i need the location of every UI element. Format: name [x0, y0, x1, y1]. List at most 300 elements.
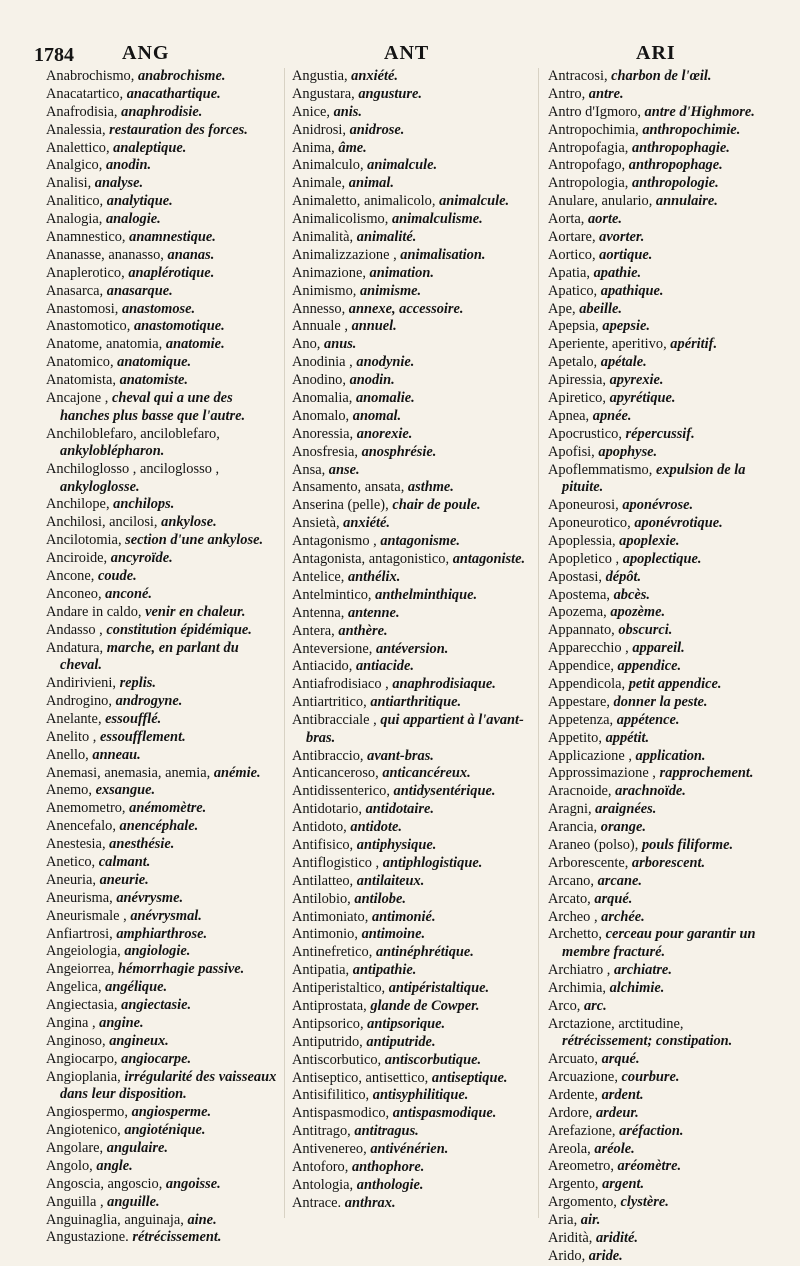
french-translation: aride. — [588, 1247, 623, 1264]
french-translation: antipathie. — [352, 962, 417, 979]
french-translation: angiocarpe. — [121, 1050, 192, 1067]
french-translation: ankyloblépharon. — [60, 443, 165, 460]
french-translation: apozème. — [610, 604, 666, 621]
headword: Aponeurosi, — [548, 497, 619, 514]
headword: Anabrochismo, — [46, 68, 135, 84]
headword: Applicazione , — [548, 747, 632, 764]
headword: Appendicola, — [548, 675, 626, 692]
headword: Antiperistaltico, — [292, 980, 386, 997]
french-translation: anxiété. — [351, 68, 398, 84]
french-translation: section d'une ankylose. — [125, 532, 264, 549]
headword: Areola, — [548, 1140, 591, 1157]
headword: Antiscorbutico, — [292, 1051, 382, 1068]
dictionary-entry — [46, 265, 280, 283]
french-translation: appareil. — [632, 640, 685, 657]
dictionary-entry — [292, 479, 532, 497]
headword: Animazione, — [292, 264, 366, 281]
dictionary-entry — [292, 390, 532, 408]
dictionary-entry — [548, 533, 774, 551]
french-translation: animalcule. — [367, 157, 438, 174]
headword: Aorta, — [548, 211, 585, 228]
headword: Antera, — [292, 622, 335, 639]
headword: Annesso, — [292, 300, 346, 317]
french-translation: annulaire. — [655, 193, 718, 210]
french-translation: anencéphale. — [119, 818, 199, 835]
dictionary-entry — [46, 1033, 280, 1051]
headword: Animalità, — [292, 229, 354, 246]
dictionary-entry — [46, 104, 280, 122]
french-translation: anatomique. — [117, 354, 192, 371]
headword: Antispasmodico, — [292, 1105, 390, 1122]
french-translation: anthropophage. — [628, 157, 723, 174]
french-translation: antiscorbutique. — [384, 1051, 482, 1068]
french-translation: araignées. — [595, 801, 657, 818]
french-translation: animal. — [348, 175, 394, 192]
french-translation: âme. — [338, 139, 367, 156]
dictionary-entry — [548, 622, 774, 640]
french-translation: angiologie. — [124, 943, 191, 960]
french-translation: anévrysme. — [116, 889, 184, 906]
french-translation: antitragus. — [354, 1123, 419, 1140]
dictionary-entry — [548, 765, 774, 783]
headword: Antagonista, antagonistico, — [292, 551, 450, 568]
dictionary-entry — [548, 1051, 774, 1069]
headword: Antisifilitico, — [292, 1087, 370, 1104]
headword: Anchiloblefaro, ancilоblefaro, — [46, 425, 220, 442]
french-translation: calmant. — [98, 854, 151, 870]
dictionary-entry — [46, 1069, 280, 1104]
french-translation: anastomose. — [121, 300, 196, 317]
dictionary-entry — [548, 1194, 774, 1212]
french-translation: antipsorique. — [367, 1015, 446, 1032]
french-translation: anthophore. — [351, 1159, 425, 1176]
french-translation: anthélix. — [347, 568, 401, 585]
dictionary-entry — [548, 873, 774, 891]
headword: Aneurismale , — [46, 907, 127, 924]
page-number: 1784 — [34, 44, 74, 66]
headword: Antro, — [548, 85, 586, 102]
headword: Argomento, — [548, 1194, 617, 1211]
french-translation: cerceau pour garantir un membre fracturé. — [562, 926, 756, 961]
french-translation: coude. — [97, 568, 137, 585]
headword: Apetalo, — [548, 354, 598, 371]
dictionary-entry — [548, 730, 774, 748]
headword: Apoflemmatismo, — [548, 461, 653, 478]
headword: Animalculo, — [292, 157, 364, 174]
french-translation: antagoniste. — [452, 551, 526, 568]
dictionary-entry — [548, 837, 774, 855]
page-header — [0, 40, 800, 68]
french-translation: antipéristaltique. — [388, 980, 490, 997]
dictionary-entry — [292, 658, 532, 676]
french-translation: apoplexie. — [619, 532, 680, 549]
headword: Archimia, — [548, 979, 606, 996]
dictionary-entry — [46, 586, 280, 604]
headword: Antipatia, — [292, 962, 350, 979]
french-translation: hémorrhagie passive. — [117, 961, 245, 978]
french-translation: abeille. — [579, 300, 622, 317]
french-translation: constitution épidémique. — [106, 621, 252, 638]
headword: Apiretico, — [548, 390, 606, 407]
dictionary-entry — [548, 998, 774, 1016]
dictionary-entry — [548, 301, 774, 319]
headword: Ancone, — [46, 568, 95, 585]
dictionary-entry — [46, 908, 280, 926]
running-head-center: ANT — [384, 42, 430, 64]
dictionary-entry — [548, 819, 774, 837]
dictionary-entry — [548, 1158, 774, 1176]
headword: Ansamento, ansata, — [292, 479, 405, 496]
french-translation: angiosperme. — [131, 1104, 212, 1121]
dictionary-entry — [46, 372, 280, 390]
dictionary-entry — [292, 372, 532, 390]
dictionary-entry — [292, 605, 532, 623]
dictionary-entry — [46, 157, 280, 175]
french-translation: antiphysique. — [356, 837, 437, 853]
french-translation: donner la peste. — [613, 693, 708, 710]
headword: Animismo, — [292, 282, 357, 299]
headword: Anima, — [292, 139, 335, 156]
headword: Andirivieni, — [46, 675, 116, 692]
french-translation: anus. — [324, 336, 357, 353]
dictionary-entry — [46, 461, 280, 496]
headword: Ansietà, — [292, 515, 340, 532]
french-translation: clystère. — [620, 1194, 669, 1211]
headword: Angolo, — [46, 1157, 93, 1174]
dictionary-entry — [292, 712, 532, 747]
french-translation: anxiété. — [343, 515, 390, 532]
dictionary-entry — [46, 1158, 280, 1176]
headword: Antibracciale , — [292, 712, 377, 729]
french-translation: anthelminthique. — [375, 586, 478, 603]
dictionary-entry — [292, 891, 532, 909]
headword: Anguilla , — [46, 1193, 104, 1210]
headword: Araneo (polso), — [548, 837, 639, 853]
dictionary-entry — [292, 909, 532, 927]
dictionary-entry — [46, 211, 280, 229]
dictionary-entry — [548, 783, 774, 801]
headword: Andatura, — [46, 639, 104, 656]
french-translation: apnée. — [592, 407, 632, 424]
french-translation: courbure. — [621, 1068, 680, 1085]
french-translation: antéversion. — [375, 640, 449, 657]
dictionary-entry — [548, 283, 774, 301]
dictionary-entry — [46, 1104, 280, 1122]
french-translation: aneurie. — [99, 871, 149, 888]
dictionary-entry — [292, 193, 532, 211]
dictionary-entry — [548, 962, 774, 980]
french-translation: asthme. — [407, 479, 454, 496]
dictionary-entry — [292, 765, 532, 783]
dictionary-entry — [548, 748, 774, 766]
headword: Anemo, — [46, 782, 92, 799]
headword: Anciroide, — [46, 550, 108, 567]
french-translation: anévrysmal. — [130, 907, 202, 924]
dictionary-entry — [548, 1230, 774, 1248]
dictionary-entry — [292, 1177, 532, 1195]
headword: Anomalia, — [292, 390, 353, 407]
dictionary-entry — [46, 283, 280, 301]
headword: Analogia, — [46, 211, 103, 228]
dictionary-entry — [548, 265, 774, 283]
french-translation: anthère. — [338, 622, 388, 639]
french-translation: anticancéreux. — [382, 765, 471, 782]
headword: Apatico, — [548, 282, 598, 299]
headword: Approssimazione , — [548, 765, 656, 782]
headword: Antiseptico, antisettico, — [292, 1069, 429, 1086]
dictionary-entry — [292, 140, 532, 158]
dictionary-entry — [548, 694, 774, 712]
french-translation: appétit. — [605, 729, 650, 746]
dictionary-entry — [548, 175, 774, 193]
dictionary-entry — [46, 532, 280, 550]
french-translation: antidotaire. — [365, 801, 434, 818]
headword: Arido, — [548, 1247, 586, 1264]
french-translation: anodynie. — [356, 354, 415, 371]
french-translation: animalculisme. — [391, 211, 483, 228]
headword: Angustara, — [292, 85, 355, 102]
headword: Analgico, — [46, 157, 103, 174]
dictionary-entry — [548, 1087, 774, 1105]
headword: Anconeo, — [46, 585, 102, 602]
french-translation: exsangue. — [95, 782, 156, 799]
french-translation: arqué. — [601, 1051, 640, 1068]
dictionary-entry — [46, 747, 280, 765]
headword: Antivenereo, — [292, 1141, 367, 1158]
dictionary-entry — [548, 497, 774, 515]
french-translation: animation. — [369, 264, 434, 281]
french-translation: anchilops. — [113, 496, 175, 513]
dictionary-entry — [292, 1141, 532, 1159]
dictionary-entry — [548, 569, 774, 587]
dictionary-entry — [548, 676, 774, 694]
french-translation: expulsion de la pituite. — [562, 461, 746, 496]
dictionary-entry — [46, 1015, 280, 1033]
french-translation: archiatre. — [613, 961, 672, 978]
headword: Aponeurotico, — [548, 514, 631, 531]
headword: Anatomico, — [46, 354, 114, 371]
french-translation: antinéphrétique. — [375, 944, 474, 961]
dictionary-entry — [292, 1070, 532, 1088]
french-translation: angine. — [99, 1015, 144, 1032]
dictionary-entry — [548, 211, 774, 229]
french-translation: apophyse. — [598, 443, 658, 460]
dictionary-entry — [46, 426, 280, 461]
french-translation: angoisse. — [165, 1175, 221, 1192]
headword: Anchilope, — [46, 496, 110, 513]
dictionary-entry — [46, 604, 280, 622]
dictionary-entry — [46, 86, 280, 104]
dictionary-entry — [292, 533, 532, 551]
french-translation: angélique. — [105, 979, 168, 996]
headword: Anginoso, — [46, 1032, 106, 1049]
headword: Angoscia, angoscio, — [46, 1175, 163, 1192]
french-translation: arqué. — [594, 890, 633, 907]
french-translation: répercussif. — [625, 425, 695, 442]
french-translation: anastomotique. — [133, 318, 225, 335]
headword: Apoplessia, — [548, 532, 616, 549]
french-translation: animalisation. — [400, 246, 486, 263]
french-translation: anatomiste. — [119, 372, 188, 389]
french-translation: angusture. — [358, 85, 422, 102]
dictionary-entry — [292, 694, 532, 712]
headword: Ancilotomia, — [46, 532, 122, 549]
headword: Anticanceroso, — [292, 765, 379, 782]
dictionary-entry — [548, 247, 774, 265]
dictionary-entry — [292, 801, 532, 819]
french-translation: anaphrodisie. — [121, 103, 203, 120]
headword: Antilobio, — [292, 890, 351, 907]
french-translation: petit appendice. — [628, 675, 722, 692]
headword: Appestare, — [548, 693, 610, 710]
headword: Anamnestico, — [46, 229, 126, 246]
headword: Anelante, — [46, 710, 102, 727]
headword: Anodino, — [292, 372, 346, 389]
headword: Ananasse, ananasso, — [46, 246, 164, 263]
french-translation: antre. — [588, 85, 624, 102]
french-translation: angineux. — [109, 1032, 169, 1049]
dictionary-entry — [548, 1016, 774, 1051]
dictionary-entry — [46, 229, 280, 247]
french-translation: anodin. — [105, 157, 152, 174]
french-translation: antispasmodique. — [392, 1105, 497, 1122]
french-translation: arachnoïde. — [615, 783, 686, 800]
french-translation: pouls filiforme. — [641, 837, 734, 853]
dictionary-entry — [46, 854, 280, 872]
dictionary-entry — [548, 855, 774, 873]
headword: Antiprostata, — [292, 998, 367, 1015]
dictionary-entry — [46, 247, 280, 265]
headword: Analitico, — [46, 193, 104, 210]
dictionary-entry — [548, 390, 774, 408]
dictionary-entry — [548, 587, 774, 605]
dictionary-entry — [548, 712, 774, 730]
headword: Antitrago, — [292, 1123, 351, 1140]
headword: Analessia, — [46, 121, 106, 138]
french-translation: arcane. — [597, 872, 642, 889]
dictionary-entry — [46, 1122, 280, 1140]
french-translation: alchimie. — [609, 979, 665, 996]
dictionary-entry — [46, 693, 280, 711]
headword: Ansa, — [292, 461, 326, 478]
dictionary-entry — [292, 1034, 532, 1052]
headword: Antropochimia, — [548, 121, 639, 138]
headword: Anosfresia, — [292, 443, 358, 460]
dictionary-entry — [292, 247, 532, 265]
headword: Anaplerotico, — [46, 264, 125, 281]
dictionary-entry — [46, 1212, 280, 1230]
headword: Arcuato, — [548, 1051, 598, 1068]
dictionary-entry — [548, 444, 774, 462]
french-translation: rapprochement. — [659, 765, 754, 782]
headword: Anasarca, — [46, 282, 104, 299]
french-translation: venir en chaleur. — [145, 603, 246, 620]
headword: Angustazione. — [46, 1229, 129, 1246]
dictionary-entry — [548, 604, 774, 622]
headword: Angina , — [46, 1015, 96, 1032]
headword: Antologia, — [292, 1176, 354, 1193]
french-translation: replis. — [119, 675, 156, 692]
french-translation: air. — [580, 1212, 601, 1229]
french-translation: ankyloglosse. — [60, 478, 140, 495]
dictionary-entry — [548, 426, 774, 444]
column-left — [46, 68, 280, 1247]
french-translation: anthropologie. — [631, 175, 719, 192]
dictionary-entry — [548, 640, 774, 658]
dictionary-entry — [292, 623, 532, 641]
dictionary-entry — [548, 551, 774, 569]
french-translation: anorexie. — [356, 425, 413, 442]
headword: Archeo , — [548, 908, 598, 925]
dictionary-entry — [292, 962, 532, 980]
headword: Apparecchio , — [548, 640, 629, 657]
french-translation: antidote. — [350, 819, 402, 836]
french-translation: anodin. — [349, 372, 395, 389]
dictionary-entry — [548, 926, 774, 961]
french-translation: aridité. — [595, 1230, 638, 1246]
french-translation: animalité. — [356, 229, 417, 246]
dictionary-entry — [292, 265, 532, 283]
headword: Anemometro, — [46, 800, 126, 817]
headword: Angiospermo, — [46, 1104, 128, 1121]
headword: Aria, — [548, 1212, 578, 1229]
french-translation: antre d'Highmore. — [644, 103, 755, 120]
french-translation: avant-bras. — [367, 747, 434, 764]
dictionary-entry — [292, 569, 532, 587]
dictionary-entry — [548, 515, 774, 533]
headword: Arcano, — [548, 872, 594, 889]
headword: Anello, — [46, 746, 89, 763]
french-translation: essoufflement. — [99, 728, 186, 745]
dictionary-entry — [292, 1159, 532, 1177]
headword: Antagonismo , — [292, 533, 377, 550]
french-translation: anthrax. — [344, 1194, 396, 1211]
headword: Animale, — [292, 175, 346, 192]
dictionary-entry — [548, 1123, 774, 1141]
headword: Antipsorico, — [292, 1015, 364, 1032]
headword: Antimoniato, — [292, 908, 369, 925]
french-translation: aortique. — [599, 246, 653, 263]
headword: Anastomosi, — [46, 300, 119, 317]
french-translation: anconé. — [105, 585, 152, 602]
french-translation: anaphrodisiaque. — [392, 676, 496, 693]
french-translation: arborescent. — [631, 854, 706, 871]
headword: Apatia, — [548, 264, 590, 281]
headword: Anastomotico, — [46, 318, 131, 335]
french-translation: aréole. — [594, 1140, 635, 1157]
headword: Anemasi, anemasia, anemia, — [46, 764, 211, 781]
french-translation: antiseptique. — [431, 1069, 508, 1086]
headword: Aneurisma, — [46, 889, 113, 906]
dictionary-entry — [292, 551, 532, 569]
running-head-right: ARI — [636, 42, 676, 64]
dictionary-entry — [46, 836, 280, 854]
dictionary-entry — [46, 1051, 280, 1069]
french-translation: antilobe. — [354, 890, 406, 907]
headword: Andare in caldo, — [46, 603, 142, 620]
dictionary-entry — [292, 86, 532, 104]
headword: Anomalo, — [292, 407, 350, 424]
french-translation: essoufflé. — [105, 710, 162, 727]
headword: Angelica, — [46, 979, 102, 996]
headword: Arancia, — [548, 819, 598, 836]
french-translation: antenne. — [347, 604, 400, 621]
french-translation: avorter. — [599, 229, 645, 246]
dictionary-entry — [46, 961, 280, 979]
french-translation: cheval qui a une des hanches plus basse que l'autre. — [60, 390, 246, 424]
dictionary-entry — [46, 193, 280, 211]
dictionary-entry — [292, 122, 532, 140]
